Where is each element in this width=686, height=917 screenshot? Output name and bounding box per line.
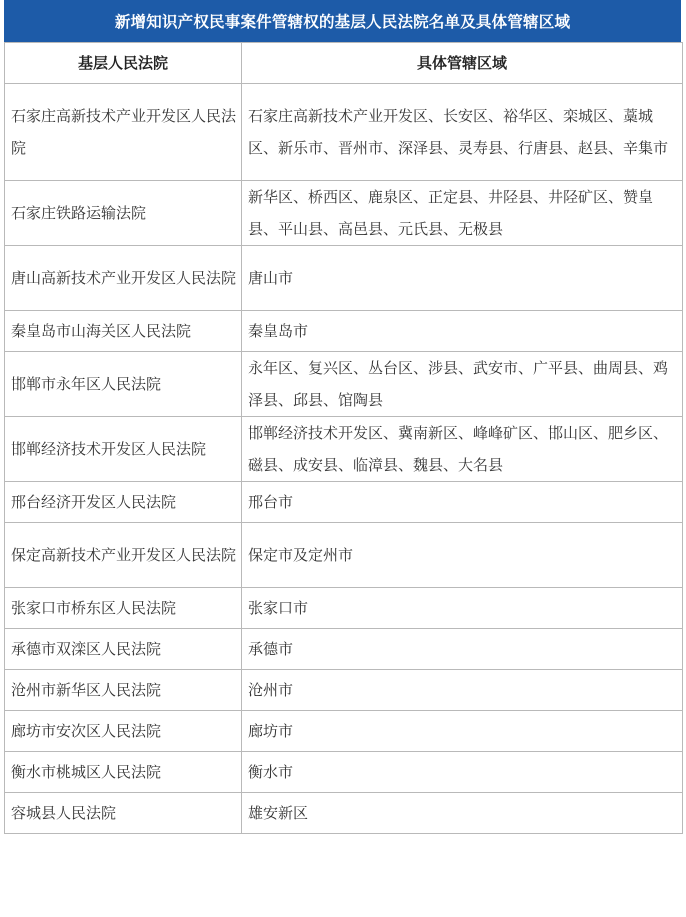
- table-row: [5, 181, 683, 246]
- court-name: 保定高新技术产业开发区人民法院: [5, 523, 242, 588]
- jurisdiction-area: 承德市: [242, 629, 683, 670]
- jurisdiction-area: 保定市及定州市: [242, 523, 683, 588]
- jurisdiction-area: 张家口市: [242, 588, 683, 629]
- jurisdiction-area: 秦皇岛市: [242, 311, 683, 352]
- table-row: [5, 588, 683, 629]
- table-row: [5, 482, 683, 523]
- table-row: [5, 352, 683, 417]
- court-name: 邢台经济开发区人民法院: [5, 482, 242, 523]
- table-row: [5, 670, 683, 711]
- court-name: 廊坊市安次区人民法院: [5, 711, 242, 752]
- jurisdiction-area: 石家庄高新技术产业开发区、长安区、裕华区、栾城区、藁城区、新乐市、晋州市、深泽县、灵寿县、行唐县、赵县、辛集市: [242, 84, 683, 181]
- header-area: 具体管辖区域: [242, 43, 683, 84]
- jurisdiction-area: 邢台市: [242, 482, 683, 523]
- table-row: [5, 793, 683, 834]
- jurisdiction-area: 衡水市: [242, 752, 683, 793]
- court-name: 容城县人民法院: [5, 793, 242, 834]
- jurisdiction-area: 唐山市: [242, 246, 683, 311]
- jurisdiction-area: 沧州市: [242, 670, 683, 711]
- table-row: [5, 629, 683, 670]
- court-name: 衡水市桃城区人民法院: [5, 752, 242, 793]
- jurisdiction-area: 永年区、复兴区、丛台区、涉县、武安市、广平县、曲周县、鸡泽县、邱县、馆陶县: [242, 352, 683, 417]
- court-name: 承德市双滦区人民法院: [5, 629, 242, 670]
- table-header-row: [5, 43, 683, 84]
- table-row: [5, 84, 683, 181]
- court-name: 石家庄高新技术产业开发区人民法院: [5, 84, 242, 181]
- court-name: 唐山高新技术产业开发区人民法院: [5, 246, 242, 311]
- table-row: [5, 752, 683, 793]
- table-row: [5, 246, 683, 311]
- court-name: 邯郸经济技术开发区人民法院: [5, 417, 242, 482]
- court-name: 秦皇岛市山海关区人民法院: [5, 311, 242, 352]
- table-row: [5, 311, 683, 352]
- table-row: [5, 711, 683, 752]
- jurisdiction-area: 新华区、桥西区、鹿泉区、正定县、井陉县、井陉矿区、赞皇县、平山县、高邑县、元氏县、无极县: [242, 181, 683, 246]
- court-name: 石家庄铁路运输法院: [5, 181, 242, 246]
- court-name: 邯郸市永年区人民法院: [5, 352, 242, 417]
- jurisdiction-area: 廊坊市: [242, 711, 683, 752]
- court-name: 张家口市桥东区人民法院: [5, 588, 242, 629]
- table-row: [5, 417, 683, 482]
- table-row: [5, 523, 683, 588]
- jurisdiction-table: [4, 42, 683, 834]
- table-title: 新增知识产权民事案件管辖权的基层人民法院名单及具体管辖区域: [4, 0, 681, 42]
- header-court: 基层人民法院: [5, 43, 242, 84]
- jurisdiction-area: 邯郸经济技术开发区、冀南新区、峰峰矿区、邯山区、肥乡区、磁县、成安县、临漳县、魏县、大名县: [242, 417, 683, 482]
- court-name: 沧州市新华区人民法院: [5, 670, 242, 711]
- jurisdiction-area: 雄安新区: [242, 793, 683, 834]
